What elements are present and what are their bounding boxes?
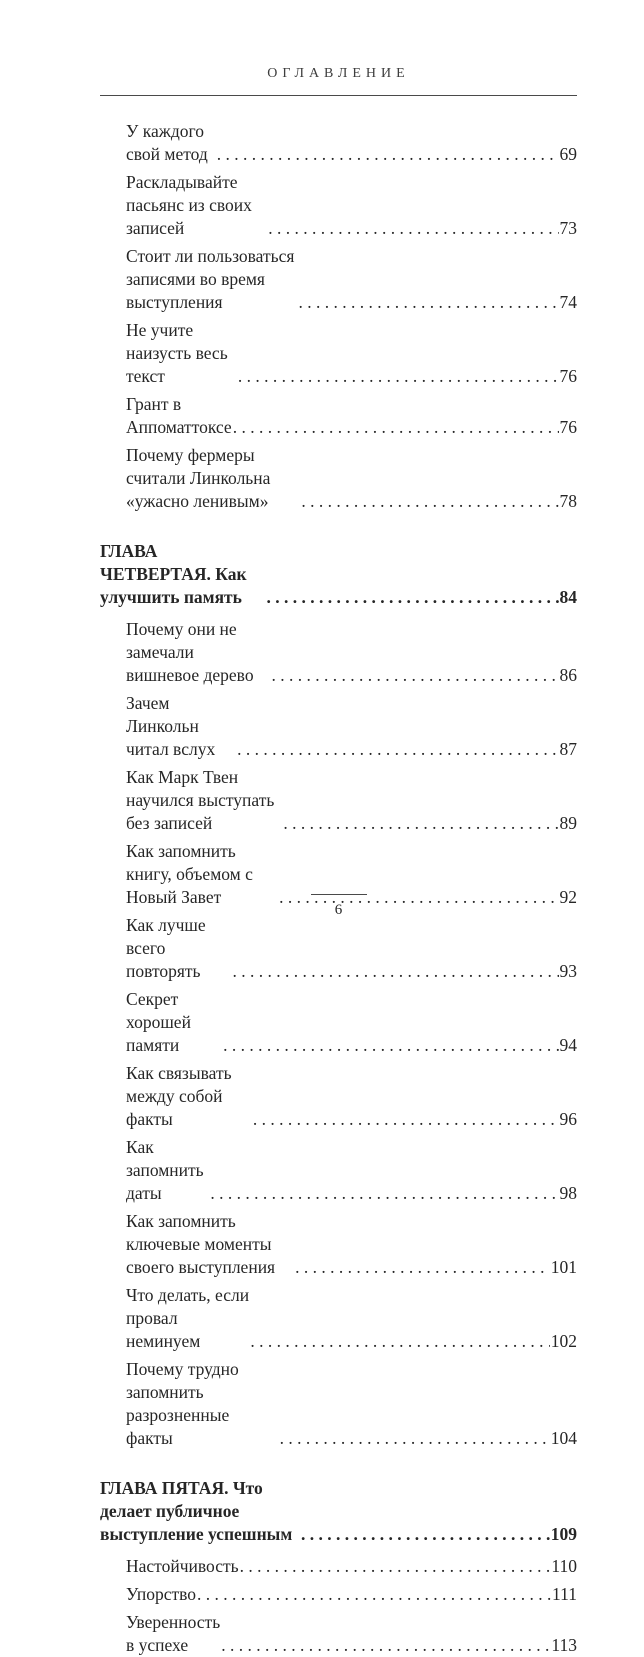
toc-entry: [100, 1358, 577, 1450]
dot-leader: [301, 1523, 550, 1546]
toc-entry: [100, 1062, 577, 1131]
header-rule: [100, 95, 577, 96]
toc-entry: [100, 1555, 577, 1578]
toc-entry-title: Как запомнить ключевые моменты своего выступления: [126, 1211, 276, 1277]
toc-entry-page: 102: [550, 1331, 577, 1351]
toc-entry-page: 96: [559, 1109, 577, 1129]
dot-leader: [221, 1634, 550, 1657]
toc-entry-title: Как лучше всего повторять: [126, 915, 206, 981]
toc-entry-title: Не учите наизусть весь текст: [126, 320, 228, 386]
toc-entry-page: 92: [559, 887, 577, 907]
dot-leader: [295, 1256, 550, 1279]
toc-entry: [100, 618, 577, 687]
toc-entry-page: 76: [559, 417, 577, 437]
toc-entry: [100, 1284, 577, 1353]
toc-entry: [100, 1210, 577, 1279]
dot-leader: [301, 490, 558, 513]
toc-entry-page: 69: [559, 144, 577, 164]
toc-entry-page: 110: [551, 1556, 577, 1576]
toc-entry-page: 78: [559, 491, 577, 511]
toc-chapter-title: ГЛАВА ЧЕТВЕРТАЯ. Как улучшить память: [100, 541, 247, 607]
toc-entry-page: 93: [559, 961, 577, 981]
toc-entry: [100, 393, 577, 439]
dot-leader: [250, 1330, 549, 1353]
toc-entry: [100, 1583, 577, 1606]
toc-entry: [100, 692, 577, 761]
toc-entry-title: Раскладывайте пасьянс из своих записей: [126, 172, 252, 238]
dot-leader: [237, 738, 558, 761]
toc-entry: [100, 171, 577, 240]
toc-entry-page: 86: [559, 665, 577, 685]
toc-entry-page: 101: [550, 1257, 577, 1277]
page-number: 6: [334, 902, 343, 918]
toc-entry-title: Уверенность в успехе: [126, 1612, 221, 1655]
toc-entry-title: У каждого свой метод: [126, 121, 208, 164]
dot-leader: [238, 365, 559, 388]
page-footer: [100, 894, 577, 919]
toc-entry-title: Зачем Линкольн читал вслух: [126, 693, 216, 759]
toc-entry: [100, 988, 577, 1057]
toc-entry-title: Как запомнить книгу, объемом с Новый Завет: [126, 841, 253, 907]
toc-entry-page: 111: [552, 1584, 577, 1604]
dot-leader: [253, 1108, 559, 1131]
toc-entry-page: 104: [550, 1428, 577, 1448]
toc-entry: [100, 245, 577, 314]
dot-leader: [223, 1034, 558, 1057]
dot-leader: [240, 1555, 551, 1578]
dot-leader: [268, 217, 558, 240]
toc-chapter-page: 109: [550, 1524, 577, 1544]
toc-chapter-title: ГЛАВА ПЯТАЯ. Что делает публичное выступление успешным: [100, 1478, 293, 1544]
toc-entry-page: 89: [559, 813, 577, 833]
toc-entry: [100, 120, 577, 166]
toc-entry: [100, 766, 577, 835]
toc-entry-title: Стоит ли пользоваться записями во время выступления: [126, 246, 295, 312]
dot-leader: [233, 416, 559, 439]
toc-entry-title: Как Марк Твен научился выступать без записей: [126, 767, 275, 833]
toc-entry-title: Секрет хорошей памяти: [126, 989, 191, 1055]
dot-leader: [271, 664, 558, 687]
toc-entry-title: Настойчивость: [126, 1556, 239, 1576]
dot-leader: [283, 812, 558, 835]
page-title: ОГЛАВЛЕНИЕ: [267, 66, 410, 81]
toc-entry: [100, 444, 577, 513]
dot-leader: [280, 1427, 550, 1450]
toc-entry-page: 74: [559, 292, 577, 312]
toc-entry-page: 98: [559, 1183, 577, 1203]
toc-chapter-page: 84: [559, 587, 577, 607]
footer-rule: [311, 894, 367, 895]
toc-entry-title: Как запомнить даты: [126, 1137, 204, 1203]
toc-entry-title: Почему фермеры считали Линкольна «ужасно ленивым»: [126, 445, 271, 511]
toc-entry-title: Как связывать между собой факты: [126, 1063, 232, 1129]
dot-leader: [210, 1182, 558, 1205]
toc-chapter: [100, 1477, 577, 1546]
toc-entry: [100, 1136, 577, 1205]
toc-entry-title: Упорство: [126, 1584, 197, 1604]
toc-entry-page: 113: [551, 1635, 577, 1655]
toc-entry-title: Почему они не замечали вишневое дерево: [126, 619, 254, 685]
toc-entry-page: 87: [559, 739, 577, 759]
toc-entry: [100, 914, 577, 983]
toc-entry-title: Грант в Аппоматтоксе: [126, 394, 232, 437]
dot-leader: [197, 1583, 551, 1606]
dot-leader: [299, 291, 559, 314]
toc-entry: [100, 1611, 577, 1657]
toc-entry-page: 76: [559, 366, 577, 386]
toc-entry: [100, 319, 577, 388]
dot-leader: [217, 143, 559, 166]
toc-entry-page: 73: [559, 218, 577, 238]
dot-leader: [267, 586, 559, 609]
toc-chapter: [100, 540, 577, 609]
toc-entry-page: 94: [559, 1035, 577, 1055]
table-of-contents: [100, 120, 577, 1657]
toc-entry-title: Почему трудно запомнить разрозненные факты: [126, 1359, 239, 1448]
toc-entry-title: Что делать, если провал неминуем: [126, 1285, 250, 1351]
dot-leader: [232, 960, 558, 983]
